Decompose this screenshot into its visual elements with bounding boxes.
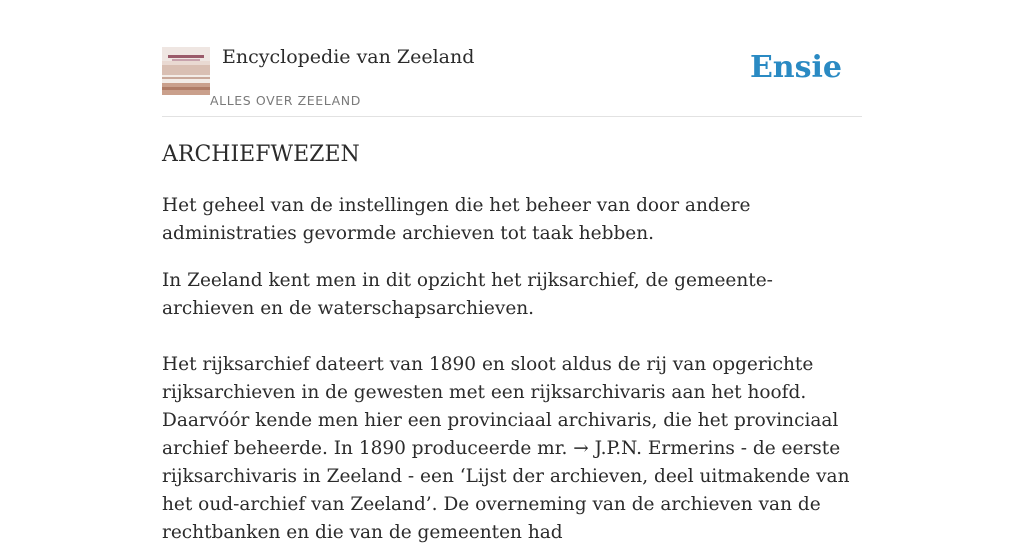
article-paragraph: Het geheel van de instellingen die het beheer van door andere administraties gevormde archieven tot taak hebben. bbox=[162, 195, 751, 244]
site-title[interactable]: Encyclopedie van Zeeland bbox=[222, 46, 475, 68]
article-title: ARCHIEFWEZEN bbox=[162, 142, 360, 167]
book-photo-icon bbox=[162, 47, 210, 95]
site-subtitle: ALLES OVER ZEELAND bbox=[210, 93, 361, 108]
article bbox=[162, 140, 862, 547]
ensie-logo[interactable]: Ensie bbox=[749, 50, 842, 85]
site-header bbox=[162, 40, 862, 117]
article-paragraph: Het rijksarchief dateert van 1890 en sloot aldus de rij van opgerichte rijksarchieven in de gewesten met een rijksarchivaris aan het hoofd. Daarvóór kende men hier een provinciaal archivaris, die het provinciaal archief beheerde. In 1890 produceerde mr. → J.P.N. Ermerins - de eerste rijksarchivaris in Zeeland - een ‘Lijst der archieven, deel uitmakende van het oud-archief van Zeeland’. De overneming van de archieven van de rechtbanken en die van de gemeenten had bbox=[162, 354, 850, 543]
site-avatar[interactable] bbox=[162, 47, 210, 95]
article-paragraph: In Zeeland kent men in dit opzicht het rijksarchief, de gemeente-archieven en de waterschapsarchieven. bbox=[162, 270, 773, 319]
